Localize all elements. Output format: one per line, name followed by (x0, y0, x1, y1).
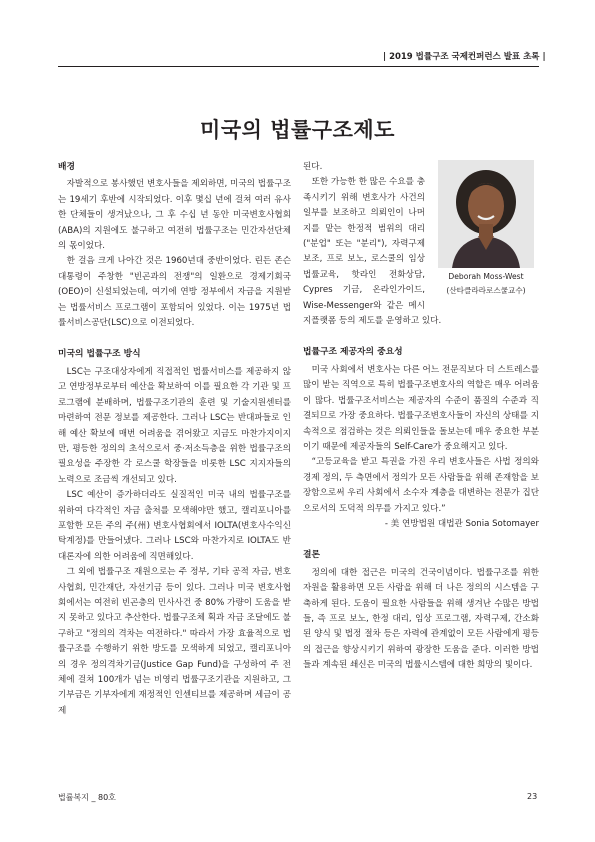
section-title: 미국의 법률구조 방식 (58, 349, 141, 360)
section-background (58, 160, 291, 331)
running-header: | 2019 법률구조 국제컨퍼런스 발표 초록 | (383, 52, 546, 62)
section-title: 결론 (303, 550, 320, 561)
section-conclusion (303, 548, 539, 673)
left-column (58, 160, 291, 735)
quote: “고등교육을 받고 특권을 가진 우리 변호사들은 사법 정의와 경제 정의, 두 측면에서 정의가 모든 사람들을 위해 존재함을 보장함으로써 우리 사회에서 소수자 계층을 대변하는 전문가 집단으로서의 도덕적 의무를 가지고 있다.” (303, 457, 539, 514)
paragraph: 정의에 대한 접근은 미국의 건국이념이다. 법률구조를 위한 자원을 활용하면 모든 사람을 위해 더 나은 정의의 시스템을 구축하게 된다. 도움이 필요한 사람들을 위해 생겨난 수많은 방법들, 즉 프로 보노, 한정 대리, 임상 프로그램, 자력구제, 간소화된 양식 및 법정 절차 등은 자력에 관계없이 모든 사람에게 평등의 접근을 향상시키기 위하여 광장한 도움을 준다. 이러한 방법들과 계속된 쇄신은 미국의 법률시스템에 대한 희망의 빛이다. (303, 567, 539, 671)
speaker-photo (438, 160, 534, 268)
quote-source: - 美 연방법원 대법관 Sonia Sotomayer (384, 518, 539, 529)
paragraph: 자발적으로 봉사했던 변호사들을 제외하면, 미국의 법률구조는 19세기 후반에 시작되었다. 이후 몇십 년에 걸쳐 여러 유사한 단체들이 생겨났으나, 그 후 수십 년 동안 미국변호사협회(ABA)의 지원에도 불구하고 여전히 법률구조는 민간자선단체의 몫이었다. (58, 179, 291, 252)
paragraph: LSC 예산이 증가하더라도 실질적인 미국 내의 법률구조를 위하여 다각적인 자금 출처를 모색해야만 했고, 캘리포니아를 포함한 모든 주의 주(州) 변호사협회에서 IOLTA(변호사수익신탁계정)를 만들어냈다. 그러나 LSC와 마찬가지로 IOLTA도 반대론자에 의한 어려움에 직면해있다. (58, 490, 291, 562)
article-title: 미국의 법률구조제도 (200, 118, 395, 142)
paragraph: 또한 가능한 한 많은 수요를 충족시키기 위해 변호사가 사건의 일부를 보조하고 의뢰인이 나머지를 맡는 한정적 범위의 대리("분업" 또는 "분리"), 자력구제 보조, 프로 보노, 로스쿨의 임상법률교육, 핫라인 전화상담, Cypres 기금, 온라인가이드, Wise-Messenger와 같은 메시지플랫폼 등의 제도를 운영하고 있다. (303, 177, 442, 327)
section-title: 법률구조 제공자의 중요성 (303, 347, 403, 358)
footer-publication: 법률복지 _ 80호 (58, 793, 116, 802)
right-column (303, 160, 539, 690)
page-number: 23 (527, 792, 538, 801)
paragraph: 미국 사회에서 변호사는 다른 어느 전문직보다 더 스트레스를 많이 받는 직역으로 특히 법률구조변호사의 역할은 매우 어려움이 많다. 법률구조서비스는 제공자의 수준이 품질의 수준과 직결되므로 가장 중요하다. 법률구조변호사들이 자신의 상태를 지속적으로 점검하는 것은 의뢰인들을 돌보는데 매우 중요한 부분이기 때문에 제공자들의 Self-Care가 중요해지고 있다. (303, 364, 539, 452)
speaker-photo-block (433, 160, 539, 296)
paragraph: 한 걸음 크게 나아간 것은 1960년대 중반이었다. 린든 존슨 대통령이 주창한 "빈곤과의 전쟁"의 일환으로 경제기회국(OEO)이 신설되었는데, 여기에 연방 정부에서 자금을 지원받는 법률서비스 프로그램이 포함되어 있었다. 이는 1975년 법률서비스공단(LSC)으로 이전되었다. (58, 256, 291, 329)
photo-caption-name: Deborah Moss-West (448, 272, 524, 281)
photo-caption-role: (산타클라라로스쿨교수) (446, 286, 526, 295)
header-rule (58, 66, 539, 67)
paragraph: 그 외에 법률구조 재원으로는 주 정부, 기타 공적 자금, 변호사협회, 민간재단, 자선기금 등이 있다. 그러나 미국 변호사협회에서는 여전히 빈곤층의 민사사건 중 80% 가량이 도움을 받지 못하고 있다고 추산한다. 법률구조체 획과 자금 조달에도 불구하고 "정의의 격차는 여전하다." 따라서 가장 효율적으로 법률구조를 수행하기 위한 방도를 모색하게 되었고, 캘리포니아의 경우 정의격차기금(Justice Gap Fund)을 구성하여 주 전체에 걸쳐 100개가 넘는 비영리 법률구조기관을 지원하고, 그 기부금은 기부자에게 재정적인 인센티브를 제공하며 세금이 공제 (58, 567, 291, 716)
section-title: 배경 (58, 162, 75, 172)
paragraph-continued: 된다. (303, 162, 323, 172)
section-provider-importance (303, 345, 539, 532)
section-legal-aid-method (58, 347, 291, 719)
paragraph: LSC는 구조대상자에게 직접적인 법률서비스를 제공하지 않고 연방정부로부터 예산을 확보하여 이를 필요한 각 기관 및 프로그램에 분배하며, 법률구조기관의 훈련 및 기술지원센터를 마련하여 전문 정보를 제공한다. 그러나 LSC는 반대파들로 인해 예산 확보에 매번 어려움을 겪어왔고 지금도 마찬가지이지만, 평등한 정의의 초석으로서 중·저소득층을 위한 법률구조의 필요성을 주장한 각 로스쿨 학장들을 비롯한 LSC 지지자들의 노력으로 조금씩 개선되고 있다. (58, 366, 291, 485)
